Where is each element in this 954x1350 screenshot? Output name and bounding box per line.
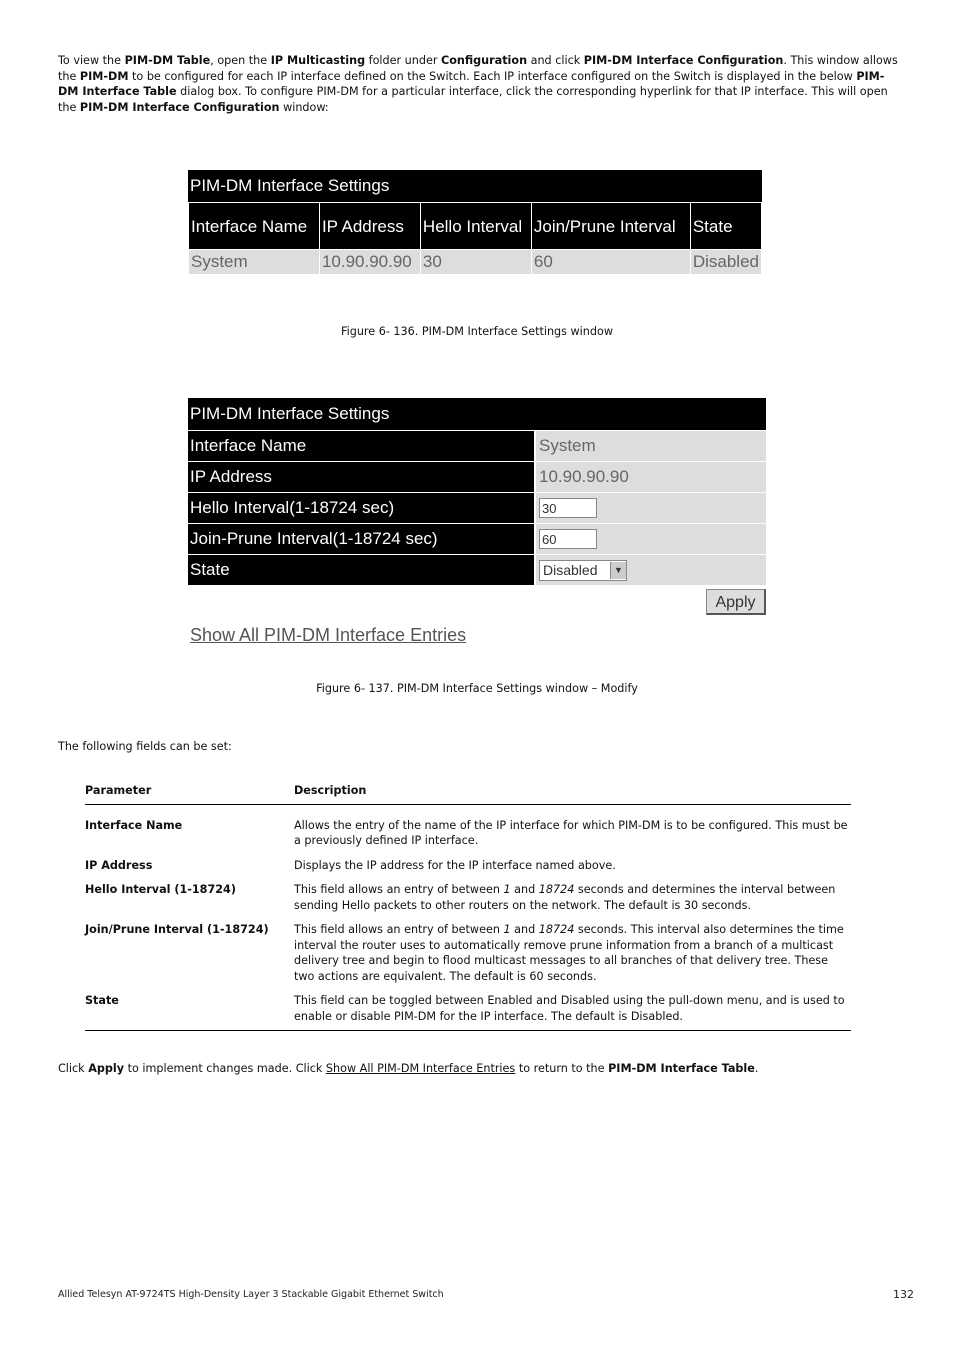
intro-bold: IP Multicasting: [270, 54, 366, 67]
field-value: System: [536, 431, 766, 461]
fields-lead-text: The following fields can be set:: [58, 740, 232, 753]
show-all-entries-link[interactable]: Show All PIM-DM Interface Entries: [190, 625, 467, 645]
desc-italic: 18724: [538, 923, 575, 936]
table-row: [85, 858, 851, 874]
column-header: State: [690, 203, 761, 250]
column-header: IP Address: [319, 203, 420, 250]
table-row: [85, 922, 851, 984]
parameter-name: Interface Name: [85, 818, 183, 832]
join-prune-interval-input[interactable]: 60: [539, 529, 597, 549]
intro-text: dialog box. To configure PIM-DM for a particular interface, click the corresponding hyperlink for that IP interface. This will open the: [58, 85, 888, 114]
pim-dm-interface-table-figure: [188, 170, 762, 275]
field-label: Hello Interval(1-18724 sec): [188, 493, 534, 523]
desc-italic: 1: [503, 923, 511, 936]
apply-button[interactable]: Apply: [706, 589, 766, 615]
table-header-row: [189, 203, 762, 250]
intro-text: To view the: [58, 54, 125, 67]
table-row: [85, 993, 851, 1024]
parameter-name: Hello Interval (1-18724): [85, 883, 236, 896]
closing-text: to implement changes made. Click: [124, 1062, 326, 1075]
column-header: Interface Name: [189, 203, 320, 250]
table-row: [85, 818, 851, 849]
figure-caption: Figure 6- 137. PIM-DM Interface Settings window – Modify: [316, 682, 638, 695]
form-row-hello-interval: [188, 493, 766, 523]
intro-text: to be configured for each IP interface defined on the Switch. Each IP interface configured on the Switch is displayed in the below: [128, 69, 857, 83]
interface-name-link[interactable]: System: [189, 250, 320, 275]
parameter-description: Displays the IP address for the IP interface named above.: [294, 858, 616, 872]
parameter-description: [294, 882, 851, 913]
field-label: Interface Name: [188, 431, 534, 461]
desc-text: seconds and determines the interval between sending Hello packets to other routers on the network. The default is 30 seconds.: [294, 883, 836, 912]
intro-bold: PIM-DM Interface Configuration: [583, 54, 784, 67]
page-number: 132: [893, 1288, 914, 1301]
intro-bold: PIM-DM: [79, 69, 129, 83]
parameter-name: IP Address: [85, 858, 153, 872]
parameter-name: Join/Prune Interval (1-18724): [85, 923, 269, 936]
field-cell: [536, 524, 766, 554]
intro-text: . This window allows the: [58, 54, 898, 83]
field-value: 10.90.90.90: [536, 462, 766, 492]
state-selected-value: Disabled: [543, 562, 598, 578]
intro-text: and click: [527, 54, 584, 67]
field-label: IP Address: [188, 462, 534, 492]
closing-text: .: [754, 1062, 759, 1075]
form-row-ip-address: [188, 462, 766, 492]
intro-bold: PIM-DM Interface Configuration: [79, 100, 280, 114]
desc-italic: 18724: [538, 883, 575, 896]
dropdown-arrow-icon[interactable]: ▼: [610, 562, 626, 579]
pim-dm-interface-table: [188, 202, 762, 275]
parameter-table: [85, 783, 851, 1031]
field-label: Join-Prune Interval(1-18724 sec): [188, 524, 534, 554]
hello-interval-input[interactable]: 30: [539, 498, 597, 518]
show-all-entries-text-link[interactable]: Show All PIM-DM Interface Entries: [325, 1062, 516, 1075]
intro-text: window:: [279, 100, 329, 114]
table-cell: Disabled: [690, 250, 761, 275]
column-header: Description: [294, 784, 367, 797]
intro-text: folder under: [365, 54, 442, 67]
intro-bold: Configuration: [441, 54, 528, 67]
form-row-join-prune-interval: [188, 524, 766, 554]
intro-bold: PIM-DM Interface Table: [58, 69, 885, 98]
intro-bold: PIM-DM Table: [124, 54, 211, 67]
parameter-description: [294, 922, 851, 984]
desc-text: This field allows an entry of between: [294, 883, 504, 896]
parameter-description: This field can be toggled between Enabled and Disabled using the pull-down menu, and is used to enable or disable PIM-DM for the IP interface. The default is Disabled.: [294, 994, 845, 1023]
closing-text: to return to the: [515, 1062, 609, 1075]
figure-caption: Figure 6- 136. PIM-DM Interface Settings window: [341, 325, 613, 338]
table-cell: 60: [531, 250, 690, 275]
form-row-interface-name: [188, 431, 766, 461]
parameter-table-header: [85, 783, 851, 805]
table-row: [189, 250, 762, 275]
desc-text: seconds. This interval also determines the time interval the router uses to automatically remove prune information from a branch of a multicast delivery tree and begin to flood multicast messages to all branches of that delivery tree. These two actions are equivalent. The default is 60 seconds.: [294, 923, 844, 983]
desc-text: and: [510, 923, 539, 936]
column-header: Hello Interval: [420, 203, 531, 250]
form-row-state: [188, 555, 766, 585]
pim-dm-interface-settings-form: [188, 398, 766, 646]
closing-bold: PIM-DM Interface Table: [608, 1062, 755, 1075]
apply-row: [188, 585, 766, 625]
parameter-name: State: [85, 994, 119, 1007]
desc-italic: 1: [503, 883, 511, 896]
table-row: [85, 882, 851, 913]
figure-title: PIM-DM Interface Settings: [188, 170, 762, 202]
table-cell: 10.90.90.90: [319, 250, 420, 275]
figure-title: PIM-DM Interface Settings: [188, 398, 766, 430]
desc-text: and: [510, 883, 539, 896]
intro-text: , open the: [210, 54, 271, 67]
desc-text: This field allows an entry of between: [294, 923, 504, 936]
field-cell: [536, 493, 766, 523]
intro-paragraph: [58, 53, 903, 115]
state-select[interactable]: [539, 560, 627, 581]
table-bottom-rule: [85, 1030, 851, 1031]
field-cell: [536, 555, 766, 585]
field-label: State: [188, 555, 534, 585]
table-cell: 30: [420, 250, 531, 275]
closing-text: Click: [58, 1062, 89, 1075]
column-header: Parameter: [85, 784, 152, 797]
closing-bold: Apply: [88, 1062, 125, 1075]
closing-paragraph: [58, 1062, 758, 1075]
column-header: Join/Prune Interval: [531, 203, 690, 250]
parameter-description: Allows the entry of the name of the IP interface for which PIM-DM is to be configured. This must be a previously defined IP interface.: [294, 818, 848, 847]
footer-product-name: Allied Telesyn AT-9724TS High-Density Layer 3 Stackable Gigabit Ethernet Switch: [58, 1289, 444, 1300]
